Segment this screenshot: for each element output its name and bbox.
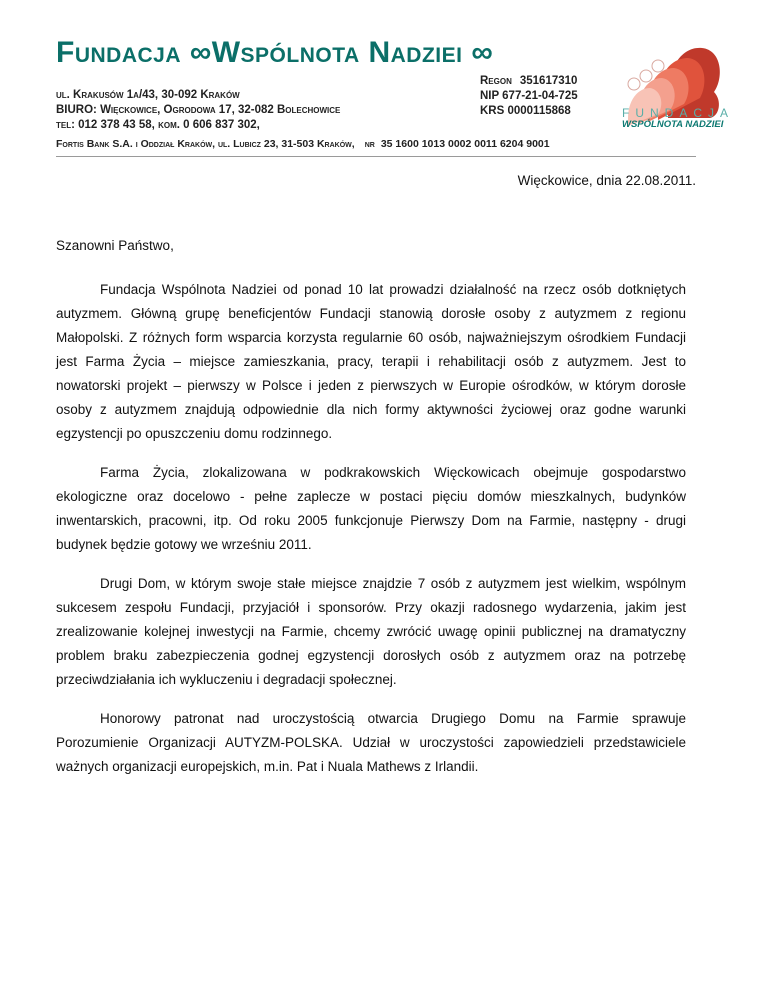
regon-line: [480, 74, 578, 89]
paragraph: Farma Życia, zlokalizowana w podkrakowskich Więckowicach obejmuje gospodarstwo ekologiczne oraz docelowo - pełne zaplecze w postaci pięciu domów mieszkalnych, budynków inwentarskich, pracowni, itp. Od roku 2005 funkcjonuje Pierwszy Dom na Farmie, następny - drugi budynek będzie gotowy we wrześniu 2011.: [56, 465, 686, 552]
regon-value: 351617310: [519, 75, 578, 87]
nip-line: NIP 677-21-04-725: [480, 90, 578, 102]
address-line: ul. Krakusów 1a/43, 30-092 Kraków: [56, 89, 240, 101]
logo-text-fundacja: FUNDACJA: [622, 106, 735, 120]
paragraph: Honorowy patronat nad uroczystością otwarcia Drugiego Domu na Farmie sprawuje Porozumienie Organizacji AUTYZM-POLSKA. Udział w uroczystości zapowiedzieli przedstawiciele ważnych organizacji europejskich, m.in. Pat i Nuala Mathews z Irlandii.: [56, 711, 686, 774]
letter-body: [56, 278, 686, 794]
regon-label: Regon: [480, 75, 512, 87]
bank-account-number: 35 1600 1013 0002 0011 6204 9001: [380, 138, 550, 150]
paragraph: Drugi Dom, w którym swoje stałe miejsce znajdzie 7 osób z autyzmem jest wielkim, wspólnym sukcesem zespołu Fundacji, przyjaciół i sponsorów. Przy okazji radosnego wydarzenia, jakim jest zrealizowanie kolejnej inwestycji na Farmie, chcemy zwrócić uwagę opinii publicznej na dramatyczny problem braku zabezpieczenia godnej egzystencji dorosłych osób z autyzmem oraz na potrzebę przeciwdziałania ich wykluczeniu i degradacji społecznej.: [56, 576, 686, 687]
bank-name: Fortis Bank S.A. i Oddział Kraków, ul. Lubicz 23, 31-503 Kraków,: [56, 138, 355, 150]
header-divider: [56, 156, 696, 157]
bank-details: [56, 138, 550, 150]
organization-title: Fundacja ∞Wspólnota Nadziei ∞: [56, 36, 494, 69]
address-block: [56, 88, 340, 133]
letter-date: Więckowice, dnia 22.08.2011.: [517, 173, 696, 188]
paragraph: Fundacja Wspólnota Nadziei od ponad 10 lat prowadzi działalność na rzecz osób dotkniętych autyzmem. Główną grupę beneficjentów Fundacji stanowią dorosłe osoby z autyzmem z regionu Małopolski. Z różnych form wsparcia korzysta regularnie 60 osób, najważniejszym ośrodkiem Fundacji jest Farma Życia – miejsce zamieszkania, pracy, terapii i rehabilitacji osób z autyzmem. Jest to nowatorski projekt – pierwszy w Polsce i jeden z pierwszych w Europie ośrodków, w którym dorosłe osoby z autyzmem znajdują odpowiednie dla nich formy aktywności życiowej oraz godne warunki egzystencji po opuszczeniu domu rodzinnego.: [56, 282, 686, 441]
krs-line: KRS 0000115868: [480, 105, 571, 117]
office-address-line: BIURO: Więckowice, Ogrodowa 17, 32-082 Bolechowice: [56, 104, 341, 116]
logo-text-wspolnota: WSPÓLNOTA NADZIEI: [622, 119, 724, 130]
registration-block: [480, 74, 578, 119]
phone-line: tel: 012 378 43 58, kom. 0 606 837 302,: [56, 119, 260, 131]
account-number-label: nr: [364, 138, 375, 150]
salutation: Szanowni Państwo,: [56, 238, 174, 253]
